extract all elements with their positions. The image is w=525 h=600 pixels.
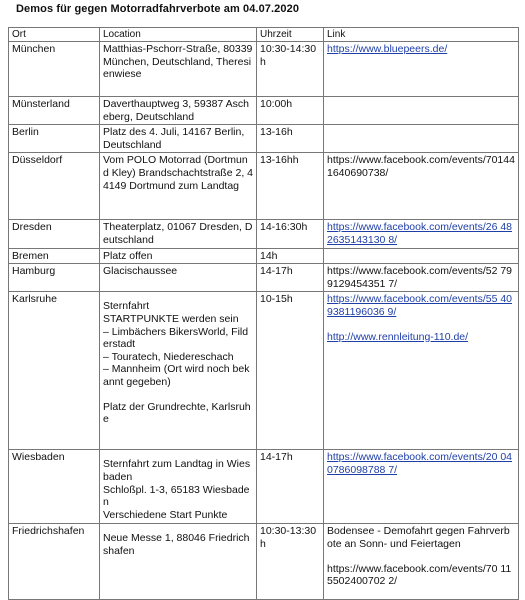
cell-location: Matthias-Pschorr-Straße, 80339 München, Deutschland, Theresienwiese xyxy=(100,42,257,97)
cell-ort: Berlin xyxy=(9,125,100,153)
cell-uhrzeit: 14-17h xyxy=(257,264,324,292)
cell-uhrzeit: 14-17h xyxy=(257,450,324,524)
cell-link xyxy=(324,450,519,524)
cell-link xyxy=(324,220,519,248)
location-line: Sternfahrt xyxy=(103,300,150,313)
location-line: Sternfahrt zum Landtag in Wiesbaden xyxy=(103,458,251,483)
cell-link xyxy=(324,264,519,292)
cell-location: Daverthauptweg 3, 59387 Ascheberg, Deutschland xyxy=(100,97,257,125)
document-title: Demos für gegen Motorradfahrverbote am 04.07.2020 xyxy=(16,3,300,15)
cell-location: Vom POLO Motorrad (Dortmund Kley) Brandschachtstraße 2, 44149 Dortmund zum Landtag xyxy=(100,153,257,220)
cell-location: Platz offen xyxy=(100,248,257,264)
location-line: Platz der Grundrechte, Karlsruhe xyxy=(103,400,251,426)
cell-ort: Friedrichshafen xyxy=(9,524,100,600)
table-row xyxy=(9,42,519,97)
header-uhrzeit: Uhrzeit xyxy=(257,28,324,42)
table-row xyxy=(9,292,519,450)
demo-table xyxy=(8,27,519,600)
cell-location: Theaterplatz, 01067 Dresden, Deutschland xyxy=(100,220,257,248)
cell-uhrzeit: 14-16:30h xyxy=(257,220,324,248)
location-line: – Limbächers BikersWorld, Filderstadt xyxy=(103,325,249,351)
cell-uhrzeit: 10:30-14:30h xyxy=(257,42,324,97)
event-link[interactable]: https://www.facebook.com/events/55 409381196036 9/ xyxy=(327,293,513,318)
location-line: Verschiedene Start Punkte xyxy=(103,508,228,521)
cell-location: Glacischaussee xyxy=(100,264,257,292)
event-link[interactable]: https://www.facebook.com/events/701441640690738/ xyxy=(327,154,515,179)
cell-link xyxy=(324,248,519,264)
location-spacer xyxy=(103,389,253,401)
table-row xyxy=(9,97,519,125)
cell-link xyxy=(324,42,519,97)
cell-link xyxy=(324,97,519,125)
cell-location: Neue Messe 1, 88046 Friedrichshafen xyxy=(100,524,257,600)
link-spacer xyxy=(327,319,515,331)
header-row xyxy=(9,28,519,42)
cell-location xyxy=(100,292,257,450)
cell-ort: Karlsruhe xyxy=(9,292,100,450)
location-line: – Mannheim (Ort wird noch bekannt gegeben) xyxy=(103,363,250,388)
cell-uhrzeit: 10-15h xyxy=(257,292,324,450)
table-row xyxy=(9,264,519,292)
header-ort: Ort xyxy=(9,28,100,42)
location-line: Schloßpl. 1-3, 65183 Wiesbaden xyxy=(103,483,250,509)
table-row xyxy=(9,125,519,153)
cell-ort: München xyxy=(9,42,100,97)
event-link[interactable]: https://www.facebook.com/events/20 040786098788 7/ xyxy=(327,451,513,476)
cell-location xyxy=(100,450,257,524)
table-row xyxy=(9,220,519,248)
cell-ort: Düsseldorf xyxy=(9,153,100,220)
table-row xyxy=(9,450,519,524)
cell-ort: Hamburg xyxy=(9,264,100,292)
cell-uhrzeit: 14h xyxy=(257,248,324,264)
table-row xyxy=(9,248,519,264)
event-link[interactable]: https://www.facebook.com/events/70 115502400702 2/ xyxy=(327,562,512,588)
website-link[interactable]: http://www.rennleitung-110.de/ xyxy=(327,330,469,343)
location-line: STARTPUNKTE werden sein xyxy=(103,312,239,325)
cell-link xyxy=(324,292,519,450)
cell-uhrzeit: 13-16hh xyxy=(257,153,324,220)
cell-link xyxy=(324,524,519,600)
cell-uhrzeit: 13-16h xyxy=(257,125,324,153)
cell-uhrzeit: 10:00h xyxy=(257,97,324,125)
cell-ort: Wiesbaden xyxy=(9,450,100,524)
header-location: Location xyxy=(100,28,257,42)
cell-uhrzeit: 10:30-13:30h xyxy=(257,524,324,600)
cell-ort: Bremen xyxy=(9,248,100,264)
table-row xyxy=(9,153,519,220)
table-row xyxy=(9,524,519,600)
header-link: Link xyxy=(324,28,519,42)
cell-link xyxy=(324,125,519,153)
cell-link xyxy=(324,153,519,220)
event-link[interactable]: https://www.facebook.com/events/52 799129454351 7/ xyxy=(327,265,513,290)
link-spacer xyxy=(327,551,515,563)
location-line: – Touratech, Niedereschach xyxy=(103,350,234,363)
event-link[interactable]: https://www.bluepeers.de/ xyxy=(327,43,448,55)
cell-ort: Dresden xyxy=(9,220,100,248)
event-link[interactable]: https://www.facebook.com/events/26 482635143130 8/ xyxy=(327,221,513,246)
event-description: Bodensee - Demofahrt gegen Fahrverbote an Sonn- und Feiertagen xyxy=(327,525,510,550)
cell-location: Platz des 4. Juli, 14167 Berlin, Deutschland xyxy=(100,125,257,153)
cell-ort: Münsterland xyxy=(9,97,100,125)
